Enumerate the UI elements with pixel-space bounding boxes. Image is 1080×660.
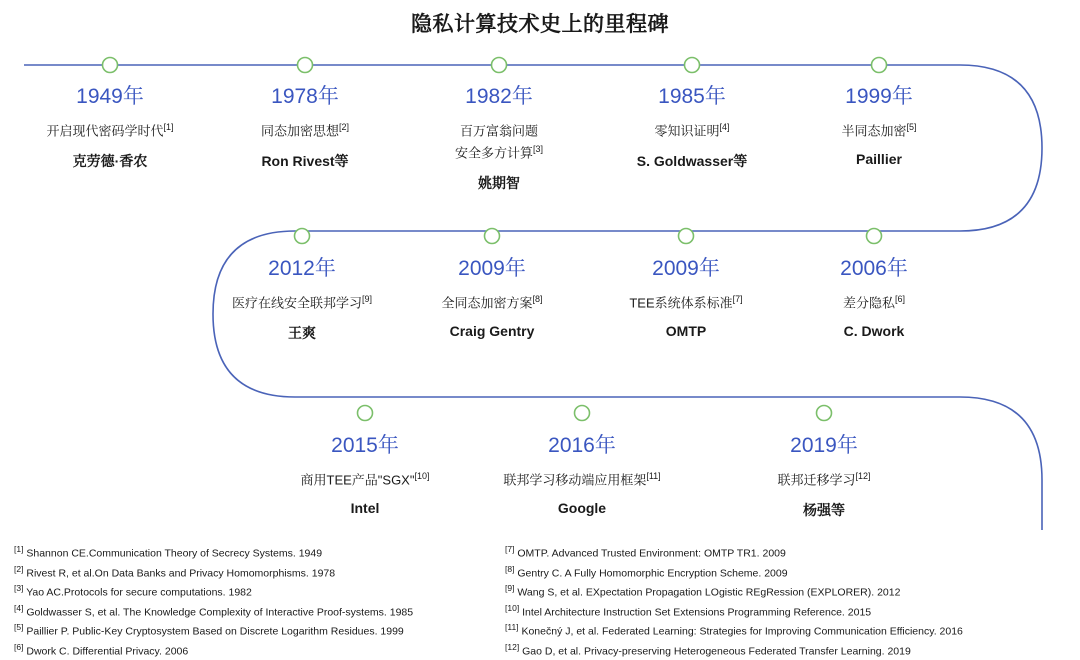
milestone-desc-text: TEE系统体系标准 [629,295,732,310]
reference-item [505,543,963,563]
milestone-desc [586,292,786,314]
reference-item [14,602,413,622]
milestone-year: 2016年 [482,429,682,459]
milestone-ref-marker: [10] [414,471,429,481]
milestone-node-2019[interactable] [724,429,924,520]
milestone-desc [774,292,974,314]
milestone-desc-text: 全同态加密方案 [441,295,532,310]
reference-text: Konečný J, et al. Federated Learning: Strategies for Improving Communication Efficiency. 2016 [521,626,962,638]
reference-text: Shannon CE.Communication Theory of Secrecy Systems. 1949 [26,548,322,560]
milestone-desc-secondary [399,142,599,164]
milestone-desc [399,120,599,142]
milestone-node-1949[interactable] [10,80,210,171]
reference-text: Rivest R, et al.On Data Banks and Privacy Homomorphisms. 1978 [26,567,335,579]
reference-text: Goldwasser S, et al. The Knowledge Complexity of Interactive Proof-systems. 1985 [26,606,413,618]
reference-item [505,563,963,583]
milestone-node-1985[interactable] [592,80,792,171]
reference-number: [12] [505,642,519,652]
milestone-desc [592,120,792,142]
milestone-desc-text: 安全多方计算 [455,145,533,160]
milestone-person: 克劳德·香农 [10,151,210,171]
milestone-person: 姚期智 [399,173,599,193]
milestone-ref-marker: [8] [533,294,543,304]
milestone-desc-text: 零知识证明 [654,123,719,138]
milestone-ref-marker: [7] [733,294,743,304]
milestone-desc-text: 商用TEE产品"SGX" [301,472,415,487]
milestone-node-2009-fhe[interactable] [392,252,592,339]
reference-number: [4] [14,603,23,613]
milestone-desc [265,469,465,491]
milestone-desc [724,469,924,491]
milestone-node-2016[interactable] [482,429,682,516]
milestone-desc [482,469,682,491]
milestone-node-2006[interactable] [774,252,974,339]
milestone-person: Ron Rivest等 [205,151,405,171]
milestone-person: 王爽 [202,323,402,343]
milestone-desc-text: 差分隐私 [843,295,895,310]
reference-text: OMTP. Advanced Trusted Environment: OMTP TR1. 2009 [517,548,785,560]
references-right-column [505,543,963,660]
milestone-desc-text: 百万富翁问题 [460,123,538,138]
milestone-year: 2015年 [265,429,465,459]
reference-text: Paillier P. Public-Key Cryptosystem Based on Discrete Logarithm Residues. 1999 [26,626,403,638]
milestone-desc-text: 医疗在线安全联邦学习 [232,295,362,310]
reference-item [505,602,963,622]
reference-item [505,641,963,660]
milestone-desc [779,120,979,142]
milestone-year: 1949年 [10,80,210,110]
milestone-person: Intel [265,500,465,516]
reference-item [14,641,413,660]
milestone-node-1982[interactable] [399,80,599,193]
milestone-ref-marker: [12] [856,471,871,481]
milestone-ref-marker: [5] [907,122,917,132]
references-left-column [14,543,413,660]
milestone-ref-marker: [9] [362,294,372,304]
milestone-ref-marker: [6] [895,294,905,304]
milestone-desc [205,120,405,142]
reference-number: [1] [14,544,23,554]
milestone-desc-text: 联邦学习移动端应用框架 [503,472,646,487]
milestone-year: 2009年 [392,252,592,282]
reference-item [14,563,413,583]
milestone-year: 1985年 [592,80,792,110]
milestone-ref-marker: [11] [646,471,660,481]
milestone-desc-text: 联邦迁移学习 [777,472,855,487]
milestone-desc [202,292,402,314]
milestone-person: Google [482,500,682,516]
milestone-year: 1978年 [205,80,405,110]
milestone-ref-marker: [3] [533,144,543,154]
reference-text: Wang S, et al. EXpectation Propagation LOgistic REgRession (EXPLORER). 2012 [517,587,900,599]
milestone-node-2015[interactable] [265,429,465,516]
reference-item [14,621,413,641]
milestone-person: Craig Gentry [392,323,592,339]
reference-number: [8] [505,564,514,574]
reference-number: [10] [505,603,519,613]
reference-text: Intel Architecture Instruction Set Extensions Programming Reference. 2015 [522,606,871,618]
reference-number: [2] [14,564,23,574]
reference-item [14,582,413,602]
milestone-node-1999[interactable] [779,80,979,167]
milestone-person: C. Dwork [774,323,974,339]
milestone-node-2012[interactable] [202,252,402,343]
milestone-desc-text: 同态加密思想 [261,123,339,138]
reference-number: [9] [505,583,514,593]
milestone-node-2009-tee[interactable] [586,252,786,339]
reference-item [505,582,963,602]
milestone-year: 2009年 [586,252,786,282]
milestone-year: 2012年 [202,252,402,282]
reference-text: Gao D, et al. Privacy-preserving Heterogeneous Federated Transfer Learning. 2019 [522,645,911,657]
milestone-year: 1999年 [779,80,979,110]
page-title: 隐私计算技术史上的里程碑 [0,8,1080,38]
reference-text: Dwork C. Differential Privacy. 2006 [26,645,188,657]
reference-text: Yao AC.Protocols for secure computations. 1982 [26,587,252,599]
milestone-desc [10,120,210,142]
milestone-year: 2019年 [724,429,924,459]
milestone-desc-text: 半同态加密 [841,123,906,138]
milestone-person: Paillier [779,151,979,167]
reference-number: [5] [14,622,23,632]
milestone-ref-marker: [2] [339,122,349,132]
milestone-person: S. Goldwasser等 [592,151,792,171]
milestone-desc-text: 开启现代密码学时代 [46,123,163,138]
milestone-ref-marker: [1] [164,122,174,132]
reference-item [505,621,963,641]
reference-number: [11] [505,622,519,632]
reference-text: Gentry C. A Fully Homomorphic Encryption Scheme. 2009 [517,567,787,579]
reference-number: [7] [505,544,514,554]
milestone-person: OMTP [586,323,786,339]
milestone-person: 杨强等 [724,500,924,520]
reference-number: [3] [14,583,23,593]
milestone-node-1978[interactable] [205,80,405,171]
milestone-desc [392,292,592,314]
milestone-year: 2006年 [774,252,974,282]
reference-number: [6] [14,642,23,652]
milestone-year: 1982年 [399,80,599,110]
milestone-ref-marker: [4] [720,122,730,132]
reference-item [14,543,413,563]
